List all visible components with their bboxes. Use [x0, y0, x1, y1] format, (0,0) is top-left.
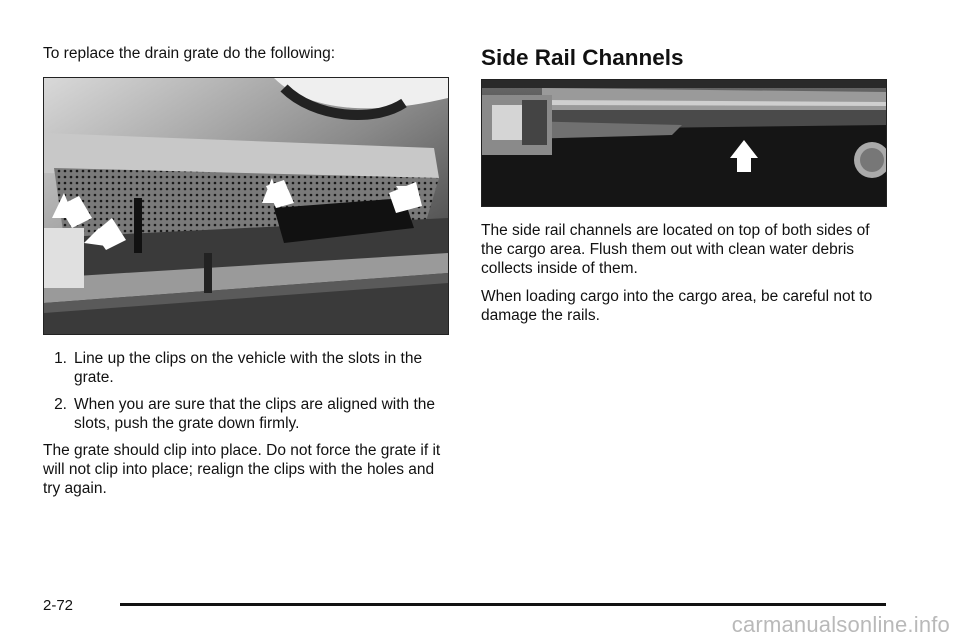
closing-paragraph: The grate should clip into place. Do not force the grate if it will not clip into place; realign the clips with the holes and try again.: [43, 442, 441, 497]
left-column: [43, 44, 451, 498]
watermark-text: carmanualsonline.info: [731, 612, 950, 637]
right-column: [481, 44, 887, 325]
page-number: 2-72: [43, 597, 74, 614]
body-paragraph: The side rail channels are located on top of both sides of the cargo area. Flush them out with clean water debris collects inside of them.: [481, 222, 870, 277]
body-paragraph: When loading cargo into the cargo area, be careful not to damage the rails.: [481, 288, 873, 324]
steps-list: [43, 349, 451, 433]
step-number: 2.: [54, 396, 67, 413]
list-item: [43, 395, 451, 433]
step-text: Line up the clips on the vehicle with the slots in the grate.: [74, 350, 423, 386]
drain-grate-photo: [43, 77, 449, 335]
intro-text: To replace the drain grate do the following:: [43, 45, 336, 62]
step-number: 1.: [54, 350, 67, 367]
footer-divider: [120, 603, 886, 606]
section-heading: Side Rail Channels: [481, 45, 684, 70]
step-text: When you are sure that the clips are aligned with the slots, push the grate down firmly.: [74, 396, 436, 432]
list-item: [43, 349, 451, 387]
side-rail-photo: [481, 79, 887, 207]
